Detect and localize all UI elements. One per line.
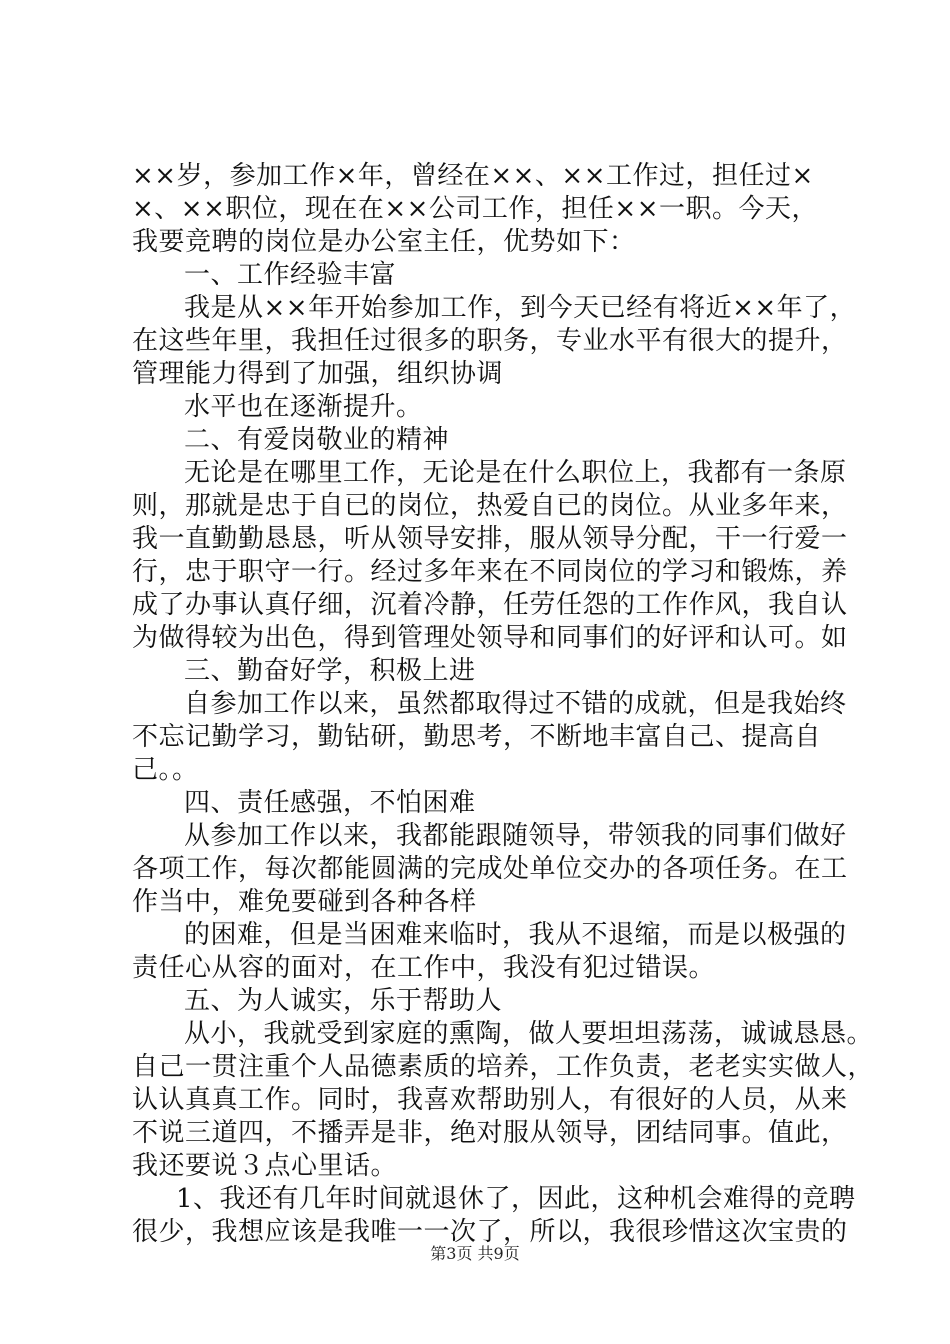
text-line: 为做得较为出色，得到管理处领导和同事们的好评和认可。如 — [132, 623, 848, 653]
text-line: 二、有爱岗敬业的精神 — [184, 425, 450, 455]
text-line: 四、责任感强，不怕困难 — [184, 788, 476, 818]
text-line: 一、工作经验丰富 — [184, 260, 397, 290]
text-line: 我要竞聘的岗位是办公室主任，优势如下： — [132, 227, 636, 257]
text-line: 水平也在逐渐提升。 — [184, 392, 423, 422]
text-line: 各项工作，每次都能圆满的完成处单位交办的各项任务。在工 — [132, 854, 848, 884]
text-line: 从小，我就受到家庭的熏陶，做人要坦坦荡荡，诚诚恳恳。 — [184, 1019, 874, 1049]
text-line: 我还要说３点心里话。 — [132, 1151, 398, 1181]
text-line: 的困难，但是当困难来临时，我从不退缩，而是以极强的 — [184, 920, 847, 950]
page-footer: 第3页 共9页 — [430, 1244, 520, 1263]
text-line: 不忘记勤学习，勤钻研，勤思考，不断地丰富自己、提高自 — [132, 722, 822, 752]
text-line: 自己一贯注重个人品德素质的培养，工作负责，老老实实做人， — [132, 1052, 875, 1082]
text-line: 很少，我想应该是我唯一一次了，所以，我很珍惜这次宝贵的 — [132, 1217, 848, 1247]
text-line: 则，那就是忠于自已的岗位，热爱自已的岗位。从业多年来， — [132, 491, 848, 521]
text-line: 己。。 — [132, 755, 199, 785]
text-line: ××岁，参加工作×年，曾经在××、××工作过，担任过× — [132, 161, 814, 191]
text-line: 五、为人诚实，乐于帮助人 — [184, 986, 503, 1016]
text-line: 在这些年里，我担任过很多的职务，专业水平有很大的提升， — [132, 326, 848, 356]
text-line: 作当中，难免要碰到各种各样 — [132, 887, 477, 917]
text-line: 无论是在哪里工作，无论是在什么职位上，我都有一条原 — [184, 458, 847, 488]
text-line: 自参加工作以来，虽然都取得过不错的成就，但是我始终 — [184, 689, 847, 719]
text-line: 我一直勤勤恳恳，听从领导安排，服从领导分配，干一行爱一 — [132, 524, 848, 554]
document-body — [132, 160, 875, 1249]
text-line: ×、××职位，现在在××公司工作，担任××一职。今天， — [132, 194, 818, 224]
text-line: 责任心从容的面对，在工作中，我没有犯过错误。 — [132, 953, 716, 983]
text-line: 行，忠于职守一行。经过多年来在不同岗位的学习和锻炼，养 — [132, 557, 848, 587]
text-line: 管理能力得到了加强，组织协调 — [132, 359, 504, 389]
text-line: 成了办事认真仔细，沉着冷静，任劳任怨的工作作风，我自认 — [132, 590, 848, 620]
text-line: 三、勤奋好学，积极上进 — [184, 656, 476, 686]
text-line: 不说三道四，不播弄是非，绝对服从领导，团结同事。值此， — [132, 1118, 848, 1148]
text-line: 认认真真工作。同时，我喜欢帮助别人，有很好的人员，从来 — [132, 1085, 848, 1115]
text-line: 我是从××年开始参加工作，到今天已经有将近××年了， — [184, 293, 857, 323]
text-line: 1、我还有几年时间就退休了，因此，这种机会难得的竞聘 — [176, 1184, 856, 1214]
text-line: 从参加工作以来，我都能跟随领导，带领我的同事们做好 — [184, 821, 847, 851]
